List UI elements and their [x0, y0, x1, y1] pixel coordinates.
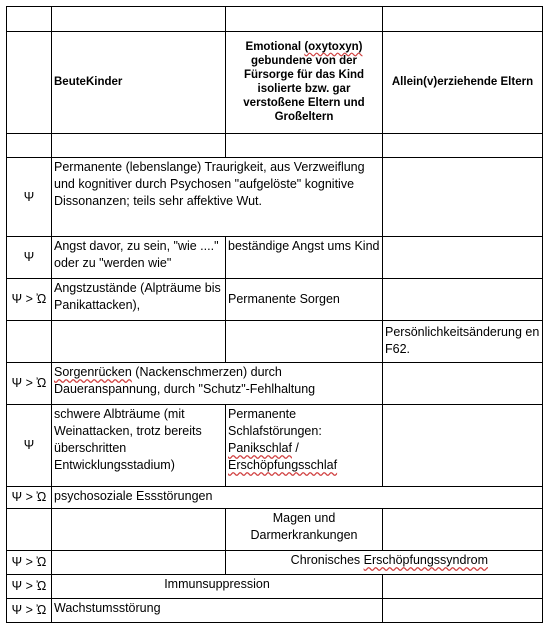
cell-angst-davor[interactable]	[52, 237, 226, 279]
table-row	[7, 551, 543, 575]
cell-text-underlined: Erschöpfungssyndrom	[363, 553, 488, 567]
cell-text: Permanente Schlafstörungen:	[228, 407, 322, 438]
cell-wachstumsstoerung[interactable]	[52, 599, 383, 623]
cell-magen-darm[interactable]	[226, 509, 383, 551]
cell-persoenlichkeitsaenderung[interactable]	[383, 321, 543, 363]
cell-erschoepfungssyndrom[interactable]	[226, 551, 543, 575]
empty-cell[interactable]	[7, 7, 52, 32]
header-eltern-oxy: (oxytoxyn)	[304, 41, 363, 53]
cell-text: /	[291, 441, 299, 455]
empty-cell[interactable]	[383, 509, 543, 551]
empty-cell[interactable]	[52, 321, 226, 363]
empty-cell[interactable]	[383, 575, 543, 599]
table-row	[7, 575, 543, 599]
cell-text: Immunsuppression	[164, 577, 270, 591]
header-beutekinder-text: BeuteKinder	[54, 76, 123, 88]
psi-omega-symbol[interactable]: Ψ > Ὠ	[7, 487, 52, 509]
cell-albtraeume[interactable]	[52, 405, 226, 487]
empty-cell[interactable]	[52, 509, 226, 551]
psi-symbol[interactable]: Ψ	[7, 158, 52, 237]
cell-text: Permanente Sorgen	[228, 291, 340, 306]
empty-cell[interactable]	[52, 7, 226, 32]
cell-text: Angst davor, zu sein, "wie ...." oder zu "werden wie"	[54, 239, 219, 270]
table-row	[7, 405, 543, 487]
psi-symbol[interactable]: Ψ	[7, 405, 52, 487]
cell-text: Persönlichkeitsänderung en F62.	[385, 325, 540, 356]
empty-cell[interactable]	[383, 158, 543, 237]
empty-cell[interactable]	[52, 134, 226, 158]
table-row	[7, 237, 543, 279]
cell-text: Permanente (lebenslange) Traurigkeit, aus Verzweiflung und kognitiver durch Psychosen "aufgelöste" kognitive Dissonanzen; teils sehr affektive Wut.	[54, 160, 365, 208]
empty-cell[interactable]	[383, 363, 543, 405]
empty-cell[interactable]	[52, 551, 226, 575]
cell-text: Chronisches	[290, 553, 364, 567]
cell-text: psychosoziale Essstörungen	[54, 489, 213, 503]
empty-cell[interactable]	[7, 32, 52, 134]
header-eltern[interactable]	[226, 32, 383, 134]
empty-cell[interactable]	[226, 321, 383, 363]
cell-angstzustaende[interactable]	[52, 279, 226, 321]
psi-omega-symbol[interactable]: Ψ > Ὠ	[7, 575, 52, 599]
cell-text-underlined: Erschöpfungsschlaf	[228, 458, 338, 472]
header-row	[7, 32, 543, 134]
cell-angst-ums-kind[interactable]	[226, 237, 383, 279]
table-row	[7, 134, 543, 158]
cell-traurigkeit[interactable]	[52, 158, 383, 237]
empty-cell[interactable]	[383, 279, 543, 321]
cell-schlafstoerungen[interactable]	[226, 405, 383, 487]
cell-text: Angstzustände (Alpträume bis Panikattacken),	[54, 281, 221, 312]
psi-omega-symbol[interactable]: Ψ > Ὠ	[7, 599, 52, 623]
psi-omega-symbol[interactable]: Ψ > Ὠ	[7, 363, 52, 405]
cell-text: Magen und Darmerkrankungen	[250, 511, 358, 542]
table-row	[7, 321, 543, 363]
header-eltern-prefix: Emotional	[245, 41, 305, 53]
psi-symbol[interactable]: Ψ	[7, 237, 52, 279]
empty-cell[interactable]	[383, 237, 543, 279]
empty-cell[interactable]	[226, 7, 383, 32]
cell-text-underlined: Sorgenrücken	[54, 365, 132, 379]
psi-omega-symbol[interactable]: Ψ > Ὠ	[7, 279, 52, 321]
cell-essstoerungen[interactable]	[52, 487, 543, 509]
table-row	[7, 363, 543, 405]
cell-text: (Nackenschmerzen) durch Daueranspannung, durch "Schutz"-Fehlhaltung	[54, 365, 316, 396]
empty-cell[interactable]	[226, 134, 383, 158]
cell-sorgenruecken[interactable]	[52, 363, 383, 405]
header-eltern-rest: gebundene von der Fürsorge für das Kind isolierte bzw. gar verstoßene Eltern und Großeltern	[243, 55, 365, 123]
table-row	[7, 487, 543, 509]
cell-text: schwere Albträume (mit Weinattacken, trotz bereits überschritten Entwicklungsstadium)	[54, 407, 202, 472]
empty-cell[interactable]	[383, 405, 543, 487]
cell-text-underlined: Panikschlaf	[228, 441, 292, 455]
header-alleinerziehende-text: Allein(v)erziehende Eltern	[391, 76, 534, 88]
document-table-wrapper	[6, 6, 543, 623]
symptom-table	[6, 6, 543, 623]
empty-cell[interactable]	[7, 134, 52, 158]
empty-cell[interactable]	[383, 599, 543, 623]
empty-cell[interactable]	[383, 134, 543, 158]
table-row	[7, 279, 543, 321]
empty-cell[interactable]	[7, 321, 52, 363]
table-row	[7, 509, 543, 551]
empty-cell[interactable]	[383, 7, 543, 32]
header-beutekinder[interactable]	[52, 32, 226, 134]
empty-cell[interactable]	[7, 509, 52, 551]
table-row	[7, 158, 543, 237]
cell-text: beständige Angst ums Kind	[228, 239, 380, 253]
table-row	[7, 7, 543, 32]
table-row	[7, 599, 543, 623]
header-alleinerziehende[interactable]	[383, 32, 543, 134]
psi-omega-symbol[interactable]: Ψ > Ὠ	[7, 551, 52, 575]
cell-permanente-sorgen[interactable]	[226, 279, 383, 321]
cell-text: Wachstumsstörung	[54, 601, 161, 615]
cell-immunsuppression[interactable]	[52, 575, 383, 599]
